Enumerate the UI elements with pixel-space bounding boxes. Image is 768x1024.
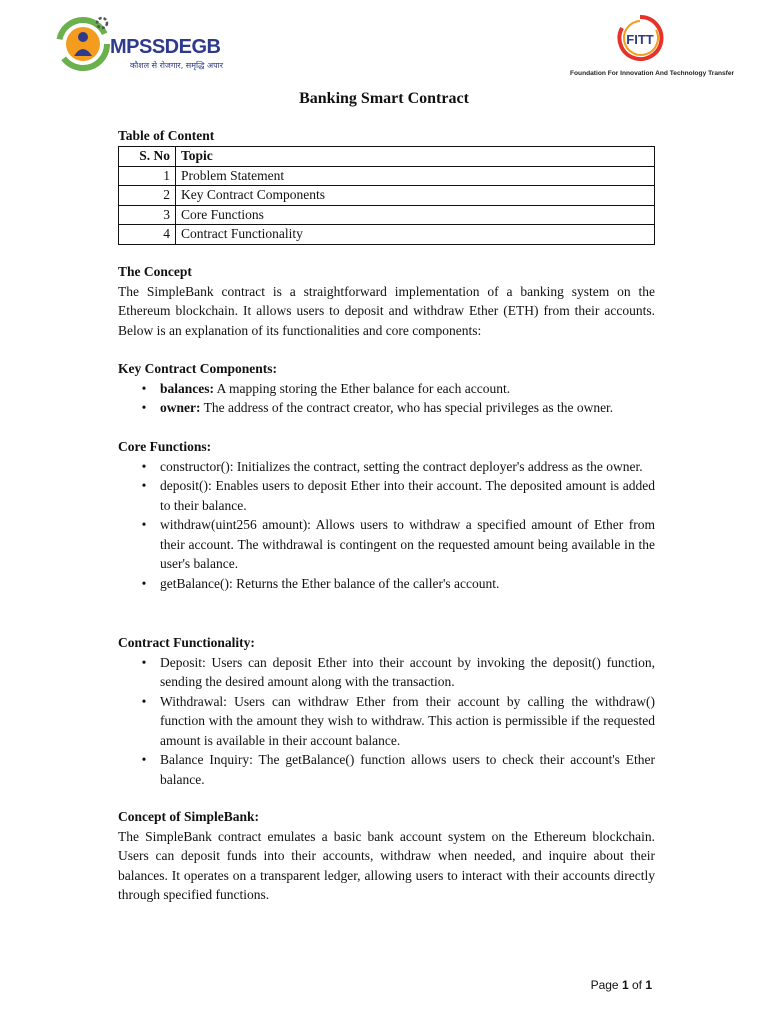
bullet-icon: •	[141, 575, 147, 591]
simplebank-heading: Concept of SimpleBank:	[118, 809, 260, 824]
list-item	[141, 398, 655, 418]
bullet-icon: •	[141, 458, 147, 474]
bullet-icon: •	[141, 517, 147, 532]
page-of: of	[628, 978, 646, 992]
components-list	[118, 379, 655, 418]
table-row	[119, 205, 655, 225]
simplebank-section	[118, 807, 655, 905]
list-item-text: Balance Inquiry: The getBalance() function allows users to check their account's Ether balance.	[160, 752, 655, 787]
functionality-heading: Contract Functionality:	[118, 635, 255, 650]
bullet-icon: •	[141, 752, 147, 767]
core-functions-heading: Core Functions:	[118, 439, 212, 454]
list-item	[141, 653, 655, 692]
simplebank-paragraph: The SimpleBank contract emulates a basic bank account system on the Ethereum blockchain. Users can deposit funds into their accounts, withdraw when needed, and inquire about their balances. It operates on a transparent ledger, allowing users to interact with their accounts directly through specified functions.	[118, 828, 655, 902]
bullet-icon: •	[141, 380, 147, 396]
table-row	[119, 166, 655, 186]
table-row	[119, 186, 655, 206]
core-functions-section	[118, 437, 655, 593]
fitt-emblem-icon	[616, 14, 664, 62]
list-item	[141, 515, 655, 574]
list-item	[141, 574, 655, 594]
fitt-logo	[566, 14, 735, 84]
toc-table	[118, 146, 655, 245]
list-item	[141, 379, 655, 399]
component-desc: The address of the contract creator, who has special privileges as the owner.	[200, 400, 614, 415]
list-item	[141, 476, 655, 515]
toc-row-number: 4	[119, 225, 176, 245]
list-item	[141, 750, 655, 789]
bullet-icon: •	[141, 478, 147, 493]
list-item	[141, 457, 655, 477]
fitt-caption: Foundation For Innovation And Technology Transfer	[570, 70, 735, 77]
concept-section	[118, 262, 655, 340]
component-desc: A mapping storing the Ether balance for each account.	[214, 380, 511, 396]
components-heading: Key Contract Components:	[118, 361, 277, 376]
component-term: owner:	[160, 400, 201, 415]
list-item-text: withdraw(uint256 amount): Allows users to withdraw a specified amount of Ether from their account. The withdrawal is contingent on the requested amount being available in the user's balance.	[160, 517, 655, 571]
document-title: Banking Smart Contract	[299, 90, 469, 107]
bullet-icon: •	[141, 693, 147, 709]
toc-row-number: 3	[119, 205, 176, 225]
functionality-section	[118, 633, 655, 789]
fitt-logo-text: FITT	[626, 32, 654, 47]
bullet-icon: •	[141, 654, 147, 670]
concept-heading: The Concept	[118, 264, 192, 279]
list-item-text: Withdrawal: Users can withdraw Ether from their account by calling the withdraw() function with the amount they wish to withdraw. This action is permissible if the requested amount is available in their account balance.	[160, 693, 655, 748]
logo-brand-text: MPSSDEGB	[110, 36, 221, 58]
component-term: balances:	[160, 380, 214, 396]
list-item-text: getBalance(): Returns the Ether balance of the caller's account.	[160, 575, 500, 591]
toc-row-topic: Key Contract Components	[176, 186, 655, 206]
page-total: 1	[645, 978, 652, 992]
page-number	[591, 978, 652, 992]
toc-row-topic: Core Functions	[176, 205, 655, 225]
list-item-text: deposit(): Enables users to deposit Ether into their account. The deposited amount is added to their balance.	[160, 478, 655, 513]
toc-col-sno: S. No	[119, 147, 176, 167]
functionality-list	[118, 653, 655, 790]
toc-row-number: 1	[119, 166, 176, 186]
list-item	[141, 692, 655, 751]
bullet-icon: •	[141, 400, 147, 415]
concept-paragraph: The SimpleBank contract is a straightforward implementation of a banking system on the Ethereum blockchain. It allows users to deposit and withdraw Ether (ETH) from their accounts. Below is an explanation of its functionalities and core components:	[118, 283, 655, 338]
toc-row-number: 2	[119, 186, 176, 206]
list-item-text: constructor(): Initializes the contract, setting the contract deployer's address as the owner.	[160, 458, 643, 474]
logo-tagline: कौशल से रोजगार, समृद्धि अपार	[130, 61, 223, 70]
gear-emblem-icon	[56, 14, 118, 76]
toc-heading: Table of Content	[118, 128, 215, 143]
components-section	[118, 359, 655, 418]
toc-col-topic: Topic	[176, 147, 655, 167]
toc-header-row	[119, 147, 655, 167]
toc-row-topic: Contract Functionality	[176, 225, 655, 245]
mpssdegb-logo	[56, 14, 226, 78]
page-prefix: Page	[590, 978, 622, 992]
toc-row-topic: Problem Statement	[176, 166, 655, 186]
table-row	[119, 225, 655, 245]
page-current: 1	[621, 978, 629, 992]
list-item-text: Deposit: Users can deposit Ether into their account by invoking the deposit() function, sending the desired amount along with the transaction.	[160, 654, 655, 689]
core-functions-list	[118, 457, 655, 594]
